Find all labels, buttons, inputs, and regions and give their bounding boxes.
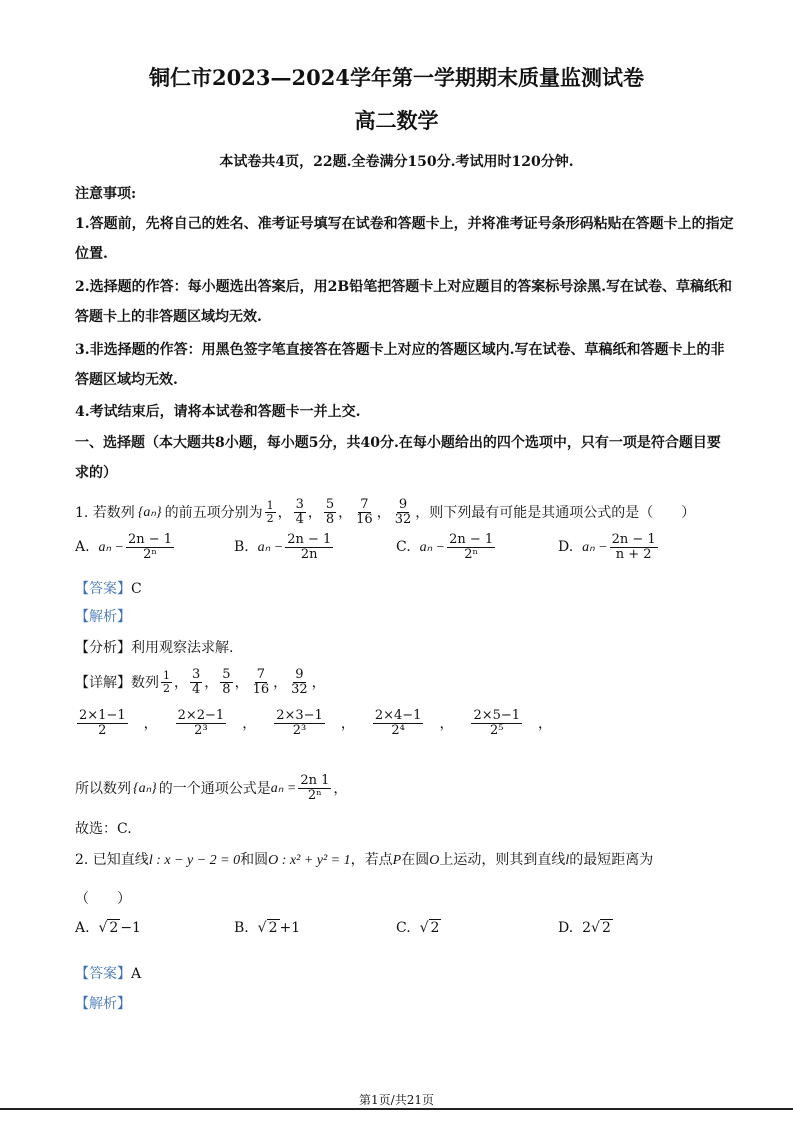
note-line: 2.选择题的作答：每小题选出答案后，用2B铅笔把答题卡上对应题目的答案标号涂黑.写在试卷、草稿纸和 bbox=[75, 279, 733, 295]
q1-frac-2: $\frac{3}{4}$ bbox=[295, 497, 304, 527]
footer-divider bbox=[0, 1108, 793, 1110]
note-line: 3.非选择题的作答：用黑色签字笔直接答在答题卡上对应的答题区域内.写在试卷、草稿纸和答题卡上的非 bbox=[75, 342, 725, 358]
q2-option-b: B. √ 2 +1 bbox=[234, 920, 301, 936]
note-line: 答题区域均无效. bbox=[75, 372, 178, 388]
q1-choose: 故选：C. bbox=[75, 821, 132, 837]
q1-mid: 的前五项分别为 bbox=[164, 505, 263, 522]
q1-option-a: A. aₙ − $\frac{2n - 1}{\text{2ⁿ}}$ bbox=[75, 532, 173, 562]
exam-intro: 本试卷共4页，22题.全卷满分150分.考试用时120分钟. bbox=[219, 154, 574, 170]
exam-subtitle: 高二数学 bbox=[354, 108, 439, 133]
q1-frac-1: $\frac{1}{2}$ bbox=[266, 499, 274, 525]
section-heading-cont: 求的） bbox=[75, 465, 117, 481]
q1-seq: {aₙ} bbox=[137, 504, 162, 520]
note-line: 位置. bbox=[75, 246, 108, 262]
page-number: 第1页/共21页 bbox=[359, 1093, 434, 1107]
q2-paren: （ ） bbox=[75, 891, 131, 907]
section-heading: 一、选择题（本大题共8小题，每小题5分，共40分.在每小题给出的四个选项中，只有一项是符合题目要 bbox=[75, 435, 721, 451]
q1-rewrite: $\frac{2\times 1-1}{2}$ ， $\frac{2\times 2-1}{\text{2³}}$ ， $\frac{2\times 3-1}{\text{2³}}$ ， $\frac{2\times 4-1}{\text{2⁴}}$ ， $\frac{2\times 5-1}{\text{2⁵}}$ ， bbox=[79, 708, 553, 738]
question-2-stem: 2. 已知直线l : x − y − 2 = 0和圆O : x² + y² = 1，若点P在圆O上运动，则其到直线l的最短距离为 bbox=[75, 852, 654, 868]
exam-title: 铜仁市2023—2024学年第一学期期末质量监测试卷 bbox=[149, 65, 644, 90]
q1-frac-3: $\frac{5}{8}$ bbox=[325, 497, 335, 527]
q1-analysis-tag: 【解析】 bbox=[75, 609, 131, 625]
q2-option-d: D. 2√ 2 bbox=[558, 920, 611, 936]
q1-option-d: D. aₙ − $\frac{2n - 1}{n + 2}$ bbox=[558, 532, 656, 562]
notes-heading: 注意事项: bbox=[75, 186, 137, 202]
q1-detail: 【详解】 数列 $\frac{1}{2}$ ， $\frac{3}{4}$ ， $\frac{5}{8}$ ， $\frac{7}{16}$ ， $\frac{9}{32}$ ， bbox=[75, 667, 326, 697]
question-1-stem: 1. 若数列 {aₙ} 的前五项分别为 $\frac{1}{2}$ ， $\frac{3}{4}$ ， $\frac{5}{8}$ ， $\frac{7}{16}$ ， $\frac{9}{32}$ ，则下列最有可能是其通项公式的是（ ） bbox=[75, 497, 696, 527]
note-line: 答题卡上的非答题区域均无效. bbox=[75, 309, 262, 325]
q1-conclusion: 所以数列 {aₙ} 的一个通项公式是 aₙ = $\frac{2n 1}{\text{2ⁿ}}$ ， bbox=[75, 773, 348, 803]
note-line: 4.考试结束后，请将本试卷和答题卡一并上交. bbox=[75, 404, 361, 420]
q2-option-c: C. √ 2 bbox=[396, 920, 440, 936]
q1-suffix: ，则下列最有可能是其通项公式的是（ ） bbox=[415, 505, 696, 522]
q1-option-c: C. aₙ − $\frac{2n - 1}{\text{2ⁿ}}$ bbox=[396, 532, 494, 562]
q1-fenxi: 【分析】利用观察法求解. bbox=[75, 640, 234, 656]
q1-frac-5: $\frac{9}{32}$ bbox=[394, 497, 412, 527]
q2-answer: 【答案】A bbox=[75, 966, 142, 982]
q1-answer: 【答案】C bbox=[75, 581, 142, 597]
q1-prefix: 1. 若数列 bbox=[75, 505, 135, 522]
q2-analysis-tag: 【解析】 bbox=[75, 996, 131, 1012]
q1-frac-4: $\frac{7}{16}$ bbox=[356, 497, 373, 527]
note-line: 1.答题前，先将自己的姓名、准考证号填写在试卷和答题卡上，并将准考证号条形码粘贴在答题卡上的指定 bbox=[75, 216, 734, 232]
q2-option-a: A. √ 2 −1 bbox=[75, 920, 141, 936]
q1-option-b: B. aₙ − $\frac{2n - 1}{2n}$ bbox=[234, 532, 332, 562]
